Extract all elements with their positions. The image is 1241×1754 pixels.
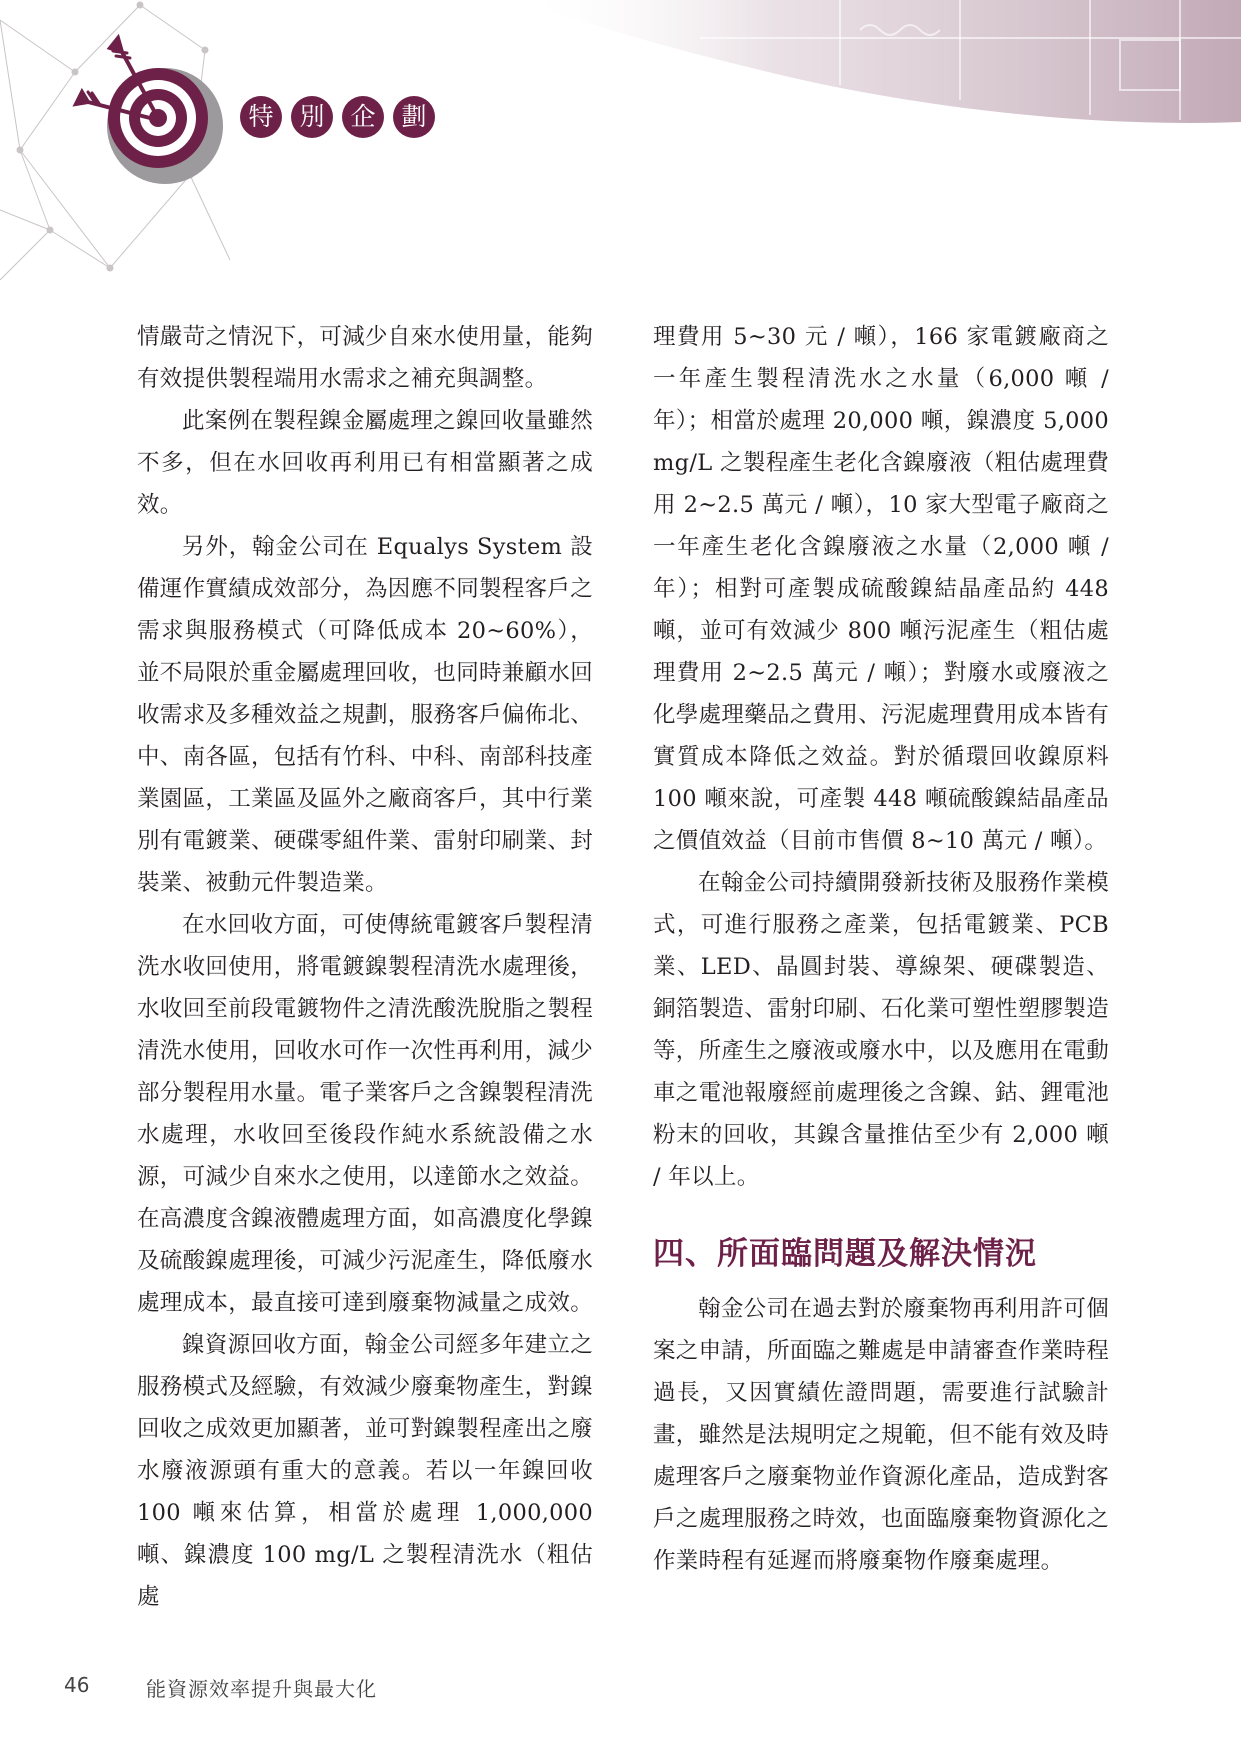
target-with-arrows-icon xyxy=(76,38,223,184)
paragraph: 此案例在製程鎳金屬處理之鎳回收量雖然不多，但在水回收再利用已有相當顯著之成效。 xyxy=(137,408,593,518)
paragraph: 在水回收方面，可使傳統電鍍客戶製程清洗水收回使用，將電鍍鎳製程清洗水處理後，水收回至前段電鍍物件之清洗酸洗脫脂之製程清洗水使用，回收水可作一次性再利用，減少部分製程用水量。電子業客戶之含鎳製程清洗水處理，水收回至後段作純水系統設備之水源，可減少自來水之使用，以達節水之效益。在高濃度含鎳液體處理方面，如高濃度化學鎳及硫酸鎳處理後，可減少污泥產生，降低廢水處理成本，最直接可達到廢棄物減量之成效。 xyxy=(137,912,594,1316)
left-column xyxy=(137,316,593,1618)
paragraph: 理費用 5~30 元 / 噸），166 家電鍍廠商之一年產生製程清洗水之水量（6,000 噸 / 年）；相當於處理 20,000 噸，鎳濃度 5,000 mg/L 之製程產生老化含鎳廢液（粗估處理費用 2~2.5 萬元 / 噸），10 家大型電子廠商之一年產生老化含鎳廢液之水量（2,000 噸 / 年）；相對可產製成硫酸鎳結晶產品約 448 噸，並可有效減少 800 噸污泥產生（粗估處理費用 2~2.5 萬元 / 噸）；對廢水或廢液之化學處理藥品之費用、污泥處理費用成本皆有實質成本降低之效益。對於循環回收鎳原料 100 噸來說，可產製 448 噸硫酸鎳結晶產品之價值效益（目前市售價 8~10 萬元 / 噸）。 xyxy=(653,324,1110,854)
industrial-photo-banner xyxy=(520,0,1241,123)
section-heading: 四、所面臨問題及解決情況 xyxy=(653,1236,1037,1272)
paragraph: 翰金公司在過去對於廢棄物再利用許可個案之申請，所面臨之難處是申請審查作業時程過長，又因實績佐證問題，需要進行試驗計畫，雖然是法規明定之規範，但不能有效及時處理客戶之廢棄物並作資源化產品，造成對客戶之處理服務之時效，也面臨廢棄物資源化之作業時程有延遲而將廢棄物作廢棄處理。 xyxy=(653,1296,1110,1574)
paragraph: 在翰金公司持續開發新技術及服務作業模式，可進行服務之產業，包括電鍍業、PCB 業、LED、晶圓封裝、導線架、硬碟製造、銅箔製造、雷射印刷、石化業可塑性塑膠製造等，所產生之廢液或廢水中，以及應用在電動車之電池報廢經前處理後之含鎳、鈷、鋰電池粉末的回收，其鎳含量推估至少有 2,000 噸 / 年以上。 xyxy=(653,870,1110,1190)
badge-char: 企 xyxy=(342,96,384,138)
page-number: 46 xyxy=(64,1673,90,1697)
badge-char: 特 xyxy=(240,96,282,138)
paragraph: 另外，翰金公司在 Equalys System 設備運作實績成效部分，為因應不同製程客戶之需求與服務模式（可降低成本 20~60%），並不局限於重金屬處理回收，也同時兼顧水回收需求及多種效益之規劃，服務客戶偏佈北、中、南各區，包括有竹科、中科、南部科技產業園區，工業區及區外之廠商客戶，其中行業別有電鍍業、硬碟零組件業、雷射印刷業、封裝業、被動元件製造業。 xyxy=(137,534,594,896)
special-feature-badge xyxy=(240,96,435,138)
badge-char: 別 xyxy=(291,96,333,138)
paragraph: 鎳資源回收方面，翰金公司經多年建立之服務模式及經驗，有效減少廢棄物產生，對鎳回收之成效更加顯著，並可對鎳製程產出之廢水廢液源頭有重大的意義。若以一年鎳回收 100 噸來估算，相當於處理 1,000,000 噸、鎳濃度 100 mg/L 之製程清洗水（粗估處 xyxy=(137,1332,594,1610)
right-column xyxy=(653,316,1109,1582)
publication-title: 能資源效率提升與最大化 xyxy=(146,1677,377,1701)
header-decoration xyxy=(0,0,1241,290)
badge-char: 劃 xyxy=(393,96,435,138)
paragraph: 情嚴苛之情況下，可減少自來水使用量，能夠有效提供製程端用水需求之補充與調整。 xyxy=(137,324,594,392)
